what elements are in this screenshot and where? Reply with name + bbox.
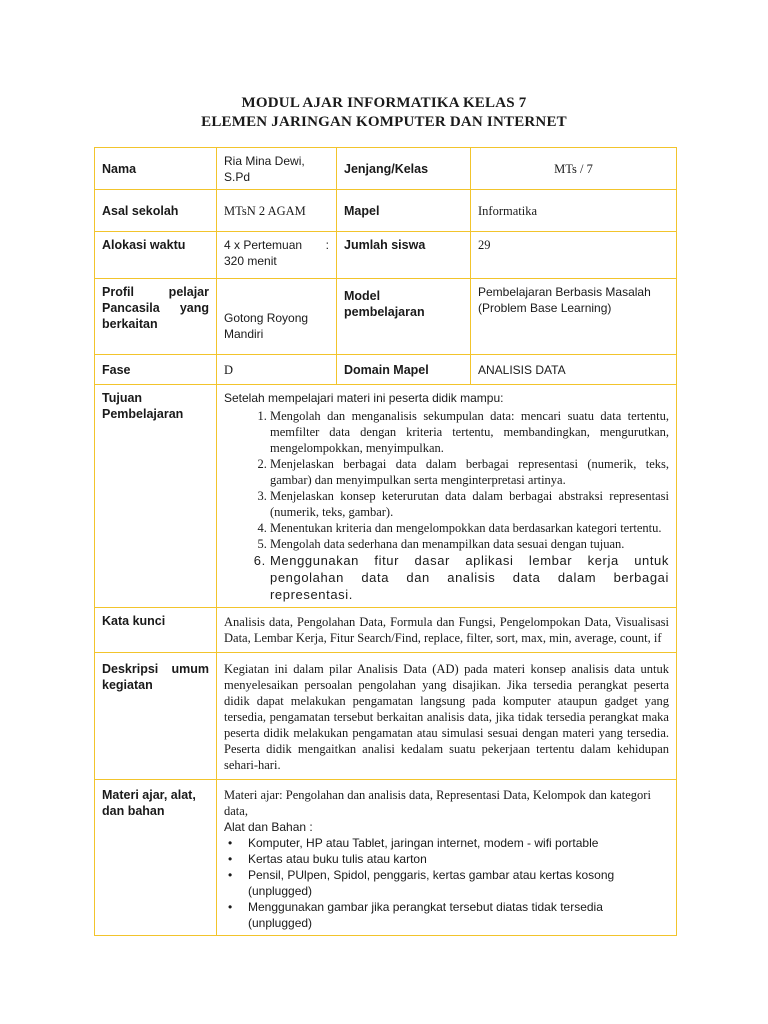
module-info-table bbox=[94, 147, 677, 936]
value-tujuan-pembelajaran bbox=[217, 385, 677, 608]
value-nama: Ria Mina Dewi, S.Pd bbox=[217, 148, 337, 190]
row-profil bbox=[95, 279, 677, 355]
profil-gotong-royong: Gotong Royong bbox=[224, 311, 309, 325]
value-jumlah-siswa: 29 bbox=[471, 232, 677, 279]
value-mapel: Informatika bbox=[471, 190, 677, 232]
tujuan-intro: Setelah mempelajari materi ini peserta didik mampu: bbox=[224, 391, 504, 405]
document-subtitle: ELEMEN JARINGAN KOMPUTER DAN INTERNET bbox=[201, 114, 567, 130]
value-model-pembelajaran: Pembelajaran Berbasis Masalah (Problem Base Learning) bbox=[471, 279, 677, 355]
alokasi-colon: : bbox=[325, 238, 329, 252]
label-jumlah-siswa: Jumlah siswa bbox=[337, 232, 471, 279]
row-fase bbox=[95, 355, 677, 385]
label-materi-ajar: Materi ajar, alat, dan bahan bbox=[95, 780, 217, 936]
value-jenjang: MTs / 7 bbox=[471, 148, 677, 190]
row-kata-kunci bbox=[95, 608, 677, 653]
profil-mandiri: Mandiri bbox=[224, 327, 264, 341]
document-title: MODUL AJAR INFORMATIKA KELAS 7 bbox=[241, 95, 527, 111]
row-alokasi bbox=[95, 232, 677, 279]
alat-bahan-item: • Kertas atau buku tulis atau karton bbox=[248, 851, 669, 867]
tujuan-item: 2. Menjelaskan berbagai data dalam berbagai representasi (numerik, teks, gambar) dan menyimpulkan serta menginterpretasi artinya. bbox=[270, 456, 669, 488]
value-alokasi-waktu bbox=[217, 232, 337, 279]
row-nama bbox=[95, 148, 677, 190]
label-deskripsi-kegiatan: Deskripsi umum kegiatan bbox=[95, 653, 217, 780]
alat-bahan-item: • Pensil, PUlpen, Spidol, penggaris, kertas gambar atau kertas kosong (unplugged) bbox=[248, 867, 669, 899]
value-deskripsi-kegiatan: Kegiatan ini dalam pilar Analisis Data (AD) pada materi konsep analisis data untuk menyelesaikan persoalan pengolahan yang disajikan. Jika tersedia perangkat peserta didik dapat melakukan pengamatan langsung pada komputer ataupun gadget yang tersedia, pengamatan tersebut berkaitan analisis data, jika tidak tersedia perangkat maka peserta didik melakukan pengamatan atau simulasi sesuai dengan materi yang tersedia. Peserta didik mengaitkan analisi kedalam suatu pekerjaan tertentu dalam kehidupan sehari-hari. bbox=[217, 653, 677, 780]
label-kata-kunci: Kata kunci bbox=[95, 608, 217, 653]
label-domain-mapel: Domain Mapel bbox=[337, 355, 471, 385]
alat-bahan-list bbox=[224, 835, 669, 931]
tujuan-item: 6. Menggunakan fitur dasar aplikasi lembar kerja untuk pengolahan data dan analisis data dalam berbagai representasi. bbox=[270, 552, 669, 603]
label-tujuan-pembelajaran: Tujuan Pembelajaran bbox=[95, 385, 217, 608]
label-profil-pancasila: Profil pelajar Pancasila yang berkaitan bbox=[95, 279, 217, 355]
alokasi-menit: 320 menit bbox=[224, 254, 277, 268]
materi-ajar-text: Materi ajar: Pengolahan dan analisis data, Representasi Data, Kelompok dan kategori data, bbox=[224, 788, 651, 818]
label-model-pembelajaran: Model pembelajaran bbox=[337, 279, 471, 355]
value-domain-mapel: ANALISIS DATA bbox=[471, 355, 677, 385]
value-fase: D bbox=[217, 355, 337, 385]
alat-bahan-item: • Menggunakan gambar jika perangkat tersebut diatas tidak tersedia (unplugged) bbox=[248, 899, 669, 931]
label-alokasi-waktu: Alokasi waktu bbox=[95, 232, 217, 279]
label-mapel: Mapel bbox=[337, 190, 471, 232]
tujuan-item: 3. Menjelaskan konsep keterurutan data dalam berbagai abstraksi representasi (numerik, teks, gambar). bbox=[270, 488, 669, 520]
tujuan-list bbox=[224, 408, 669, 603]
row-deskripsi bbox=[95, 653, 677, 780]
label-jenjang: Jenjang/Kelas bbox=[337, 148, 471, 190]
value-profil-pancasila bbox=[217, 279, 337, 355]
tujuan-item: 4. Menentukan kriteria dan mengelompokkan data berdasarkan kategori tertentu. bbox=[270, 520, 669, 536]
value-asal-sekolah: MTsN 2 AGAM bbox=[217, 190, 337, 232]
tujuan-item: 5. Mengolah data sederhana dan menampilkan data sesuai dengan tujuan. bbox=[270, 536, 669, 552]
row-materi bbox=[95, 780, 677, 936]
label-asal-sekolah: Asal sekolah bbox=[95, 190, 217, 232]
row-tujuan bbox=[95, 385, 677, 608]
alokasi-pertemuan: 4 x Pertemuan bbox=[224, 238, 303, 252]
value-materi-ajar bbox=[217, 780, 677, 936]
alat-bahan-label: Alat dan Bahan : bbox=[224, 820, 313, 834]
label-nama: Nama bbox=[95, 148, 217, 190]
row-asal-sekolah bbox=[95, 190, 677, 232]
label-fase: Fase bbox=[95, 355, 217, 385]
tujuan-item: 1. Mengolah dan menganalisis sekumpulan data: mencari suatu data tertentu, memfilter data dengan kriteria tertentu, membandingkan, mengurutkan, mengelompokkan, menyimpulkan. bbox=[270, 408, 669, 456]
alat-bahan-item: • Komputer, HP atau Tablet, jaringan internet, modem - wifi portable bbox=[248, 835, 669, 851]
value-kata-kunci: Analisis data, Pengolahan Data, Formula dan Fungsi, Pengelompokan Data, Visualisasi Data, Lembar Kerja, Fitur Search/Find, replace, filter, sort, max, min, average, count, if bbox=[217, 608, 677, 653]
